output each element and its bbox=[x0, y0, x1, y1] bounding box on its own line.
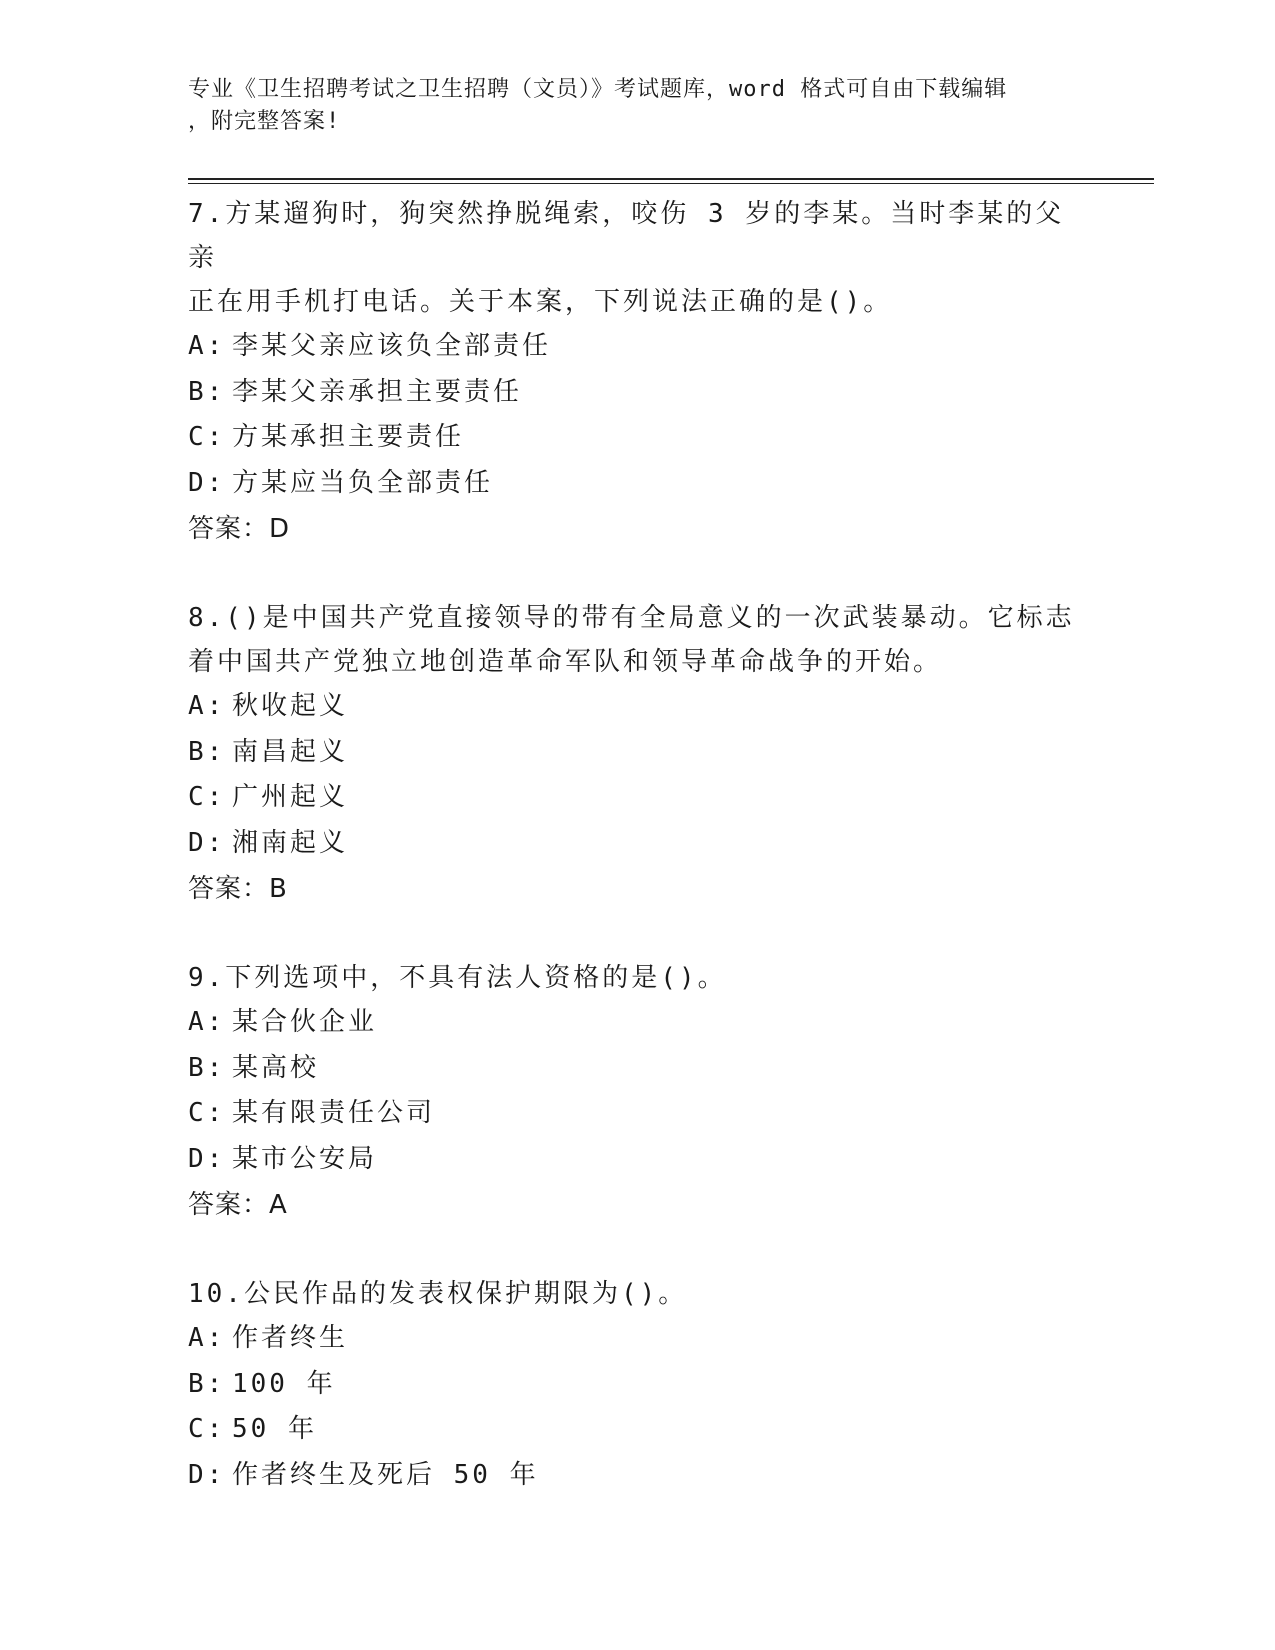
option-letter: A: bbox=[188, 691, 226, 721]
option-letter: A: bbox=[188, 331, 226, 361]
option-text: 秋收起义 bbox=[232, 691, 349, 721]
option-text: 南昌起义 bbox=[232, 736, 349, 767]
answer-line: 答案：B bbox=[188, 874, 288, 904]
option-letter: C: bbox=[188, 1098, 226, 1128]
header-line-2: ，附完整答案! bbox=[188, 109, 341, 134]
option-letter: A: bbox=[188, 1007, 226, 1037]
question-stem-line: 着中国共产党独立地创造革命军队和领导革命战争的开始。 bbox=[188, 647, 943, 677]
question-stem-line: 9.下列选项中，不具有法人资格的是()。 bbox=[188, 963, 727, 993]
option-a bbox=[188, 324, 1088, 370]
question-stem-line: 10.公民作品的发表权保护期限为()。 bbox=[188, 1279, 688, 1309]
option-text: 方某应当负全部责任 bbox=[232, 467, 494, 498]
option-letter: D: bbox=[188, 1459, 226, 1490]
question-8 bbox=[188, 594, 1088, 912]
option-letter: B: bbox=[188, 1368, 226, 1399]
option-letter: B: bbox=[188, 1052, 226, 1083]
option-text: 某有限责任公司 bbox=[232, 1098, 436, 1128]
question-spacer bbox=[188, 552, 1088, 594]
question-stem bbox=[188, 1270, 1088, 1316]
option-b bbox=[188, 1362, 1088, 1408]
question-spacer bbox=[188, 1228, 1088, 1270]
question-list bbox=[188, 190, 1088, 1498]
option-c bbox=[188, 1091, 1088, 1137]
option-letter: D: bbox=[188, 1143, 226, 1174]
header-divider-thick bbox=[188, 178, 1154, 180]
option-text: 作者终生 bbox=[232, 1323, 349, 1353]
header-divider-thin bbox=[188, 183, 1154, 184]
option-text: 李某父亲应该负全部责任 bbox=[232, 331, 552, 361]
option-c bbox=[188, 415, 1088, 461]
question-stem bbox=[188, 954, 1088, 1000]
option-letter: C: bbox=[188, 782, 226, 812]
answer-line: 答案：A bbox=[188, 1190, 288, 1220]
question-stem-line: 7.方某遛狗时，狗突然挣脱绳索，咬伤 3 岁的李某。当时李某的父亲 bbox=[188, 199, 1065, 273]
question-9 bbox=[188, 954, 1088, 1228]
question-10 bbox=[188, 1270, 1088, 1498]
option-text: 李某父亲承担主要责任 bbox=[232, 376, 523, 407]
question-spacer bbox=[188, 912, 1088, 954]
option-a bbox=[188, 1316, 1088, 1362]
option-text: 50 年 bbox=[232, 1414, 317, 1444]
option-letter: C: bbox=[188, 1414, 226, 1444]
question-7 bbox=[188, 190, 1088, 552]
question-stem bbox=[188, 190, 1088, 324]
option-a bbox=[188, 684, 1088, 730]
option-text: 广州起义 bbox=[232, 782, 349, 812]
option-d bbox=[188, 1137, 1088, 1183]
option-letter: B: bbox=[188, 736, 226, 767]
option-c bbox=[188, 1407, 1088, 1453]
option-d bbox=[188, 1453, 1088, 1499]
option-b bbox=[188, 370, 1088, 416]
answer-line: 答案：D bbox=[188, 514, 291, 544]
option-c bbox=[188, 775, 1088, 821]
option-letter: D: bbox=[188, 827, 226, 858]
question-stem-line: 8.()是中国共产党直接领导的带有全局意义的一次武装暴动。它标志 bbox=[188, 603, 1075, 633]
option-letter: B: bbox=[188, 376, 226, 407]
option-a bbox=[188, 1000, 1088, 1046]
option-letter: C: bbox=[188, 422, 226, 452]
option-text: 100 年 bbox=[232, 1368, 336, 1399]
question-stem-line: 正在用手机打电话。关于本案，下列说法正确的是()。 bbox=[188, 287, 893, 317]
option-d bbox=[188, 461, 1088, 507]
question-stem bbox=[188, 594, 1088, 684]
option-d bbox=[188, 821, 1088, 867]
option-b bbox=[188, 1046, 1088, 1092]
option-text: 某市公安局 bbox=[232, 1143, 378, 1174]
option-letter: A: bbox=[188, 1323, 226, 1353]
option-text: 某合伙企业 bbox=[232, 1007, 378, 1037]
option-letter: D: bbox=[188, 467, 226, 498]
option-text: 作者终生及死后 50 年 bbox=[232, 1459, 539, 1490]
header-line-1: 专业《卫生招聘考试之卫生招聘（文员）》考试题库，word 格式可自由下载编辑 bbox=[188, 77, 1008, 102]
option-text: 湘南起义 bbox=[232, 827, 349, 858]
document-header-note bbox=[188, 74, 1068, 138]
option-b bbox=[188, 730, 1088, 776]
option-text: 方某承担主要责任 bbox=[232, 422, 465, 452]
option-text: 某高校 bbox=[232, 1052, 320, 1083]
